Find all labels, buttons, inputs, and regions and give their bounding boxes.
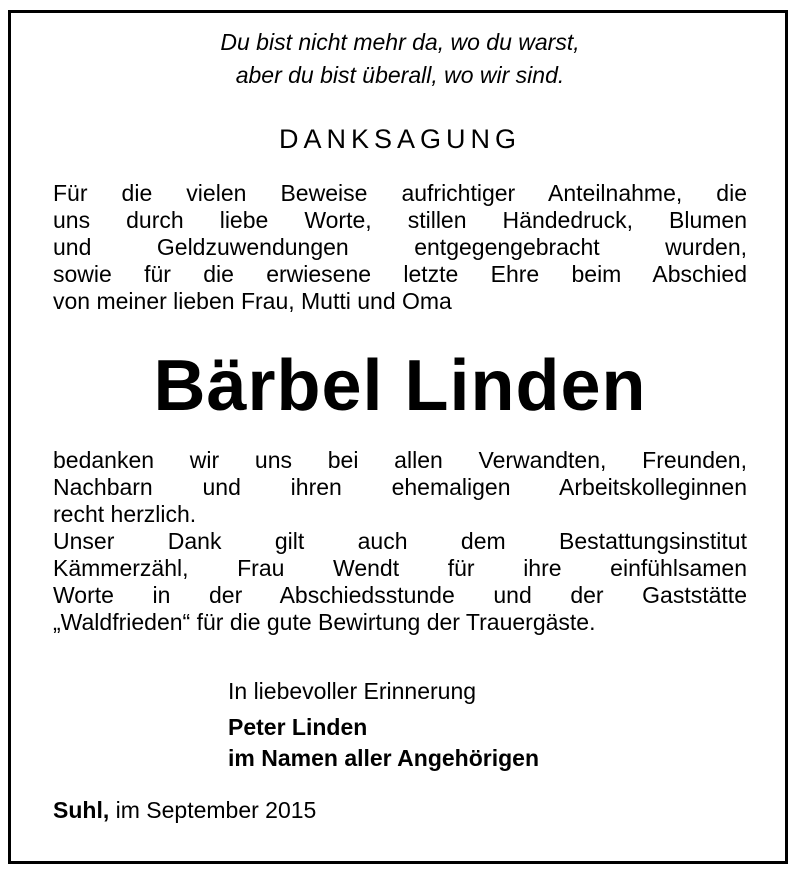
thanks-paragraph: [53, 447, 747, 528]
signer-name: Peter Linden: [228, 714, 368, 740]
thanks-line: Nachbarn und ihren ehemaligen Arbeitskolleginnen: [53, 474, 747, 500]
intro-line: von meiner lieben Frau, Mutti und Oma: [53, 288, 452, 314]
closing-phrase: In liebevoller Erinnerung: [228, 678, 477, 704]
motto-line-1: Du bist nicht mehr da, wo du warst,: [220, 29, 580, 55]
intro-line: uns durch liebe Worte, stillen Händedruck, Blumen: [53, 207, 747, 233]
gratitude-paragraph: [53, 528, 747, 636]
intro-line: Für die vielen Beweise aufrichtiger Anteilnahme, die: [53, 180, 747, 206]
motto: [0, 26, 800, 92]
thanks-line: recht herzlich.: [53, 501, 197, 527]
place-date-text: im September 2015: [115, 797, 317, 823]
place-date: [53, 795, 316, 825]
gratitude-line: Worte in der Abschiedsstunde und der Gaststätte: [53, 582, 747, 608]
signer-on-behalf: im Namen aller Angehörigen: [228, 745, 539, 771]
gratitude-line: Kämmerzähl, Frau Wendt für ihre einfühlsamen: [53, 555, 747, 581]
intro-line: sowie für die erwiesene letzte Ehre beim Abschied: [53, 261, 747, 287]
intro-paragraph: [53, 180, 747, 315]
intro-line: und Geldzuwendungen entgegengebracht wurden,: [53, 234, 747, 260]
motto-line-2: aber du bist überall, wo wir sind.: [235, 62, 565, 88]
notice-title: DANKSAGUNG: [278, 124, 522, 154]
signer-block: [228, 712, 539, 774]
gratitude-line: Unser Dank gilt auch dem Bestattungsinstitut: [53, 528, 747, 554]
thanks-line: bedanken wir uns bei allen Verwandten, Freunden,: [53, 447, 747, 473]
deceased-name: Bärbel Linden: [153, 346, 647, 426]
place-city: Suhl,: [53, 797, 110, 823]
gratitude-line: „Waldfrieden“ für die gute Bewirtung der Trauergäste.: [53, 609, 596, 635]
